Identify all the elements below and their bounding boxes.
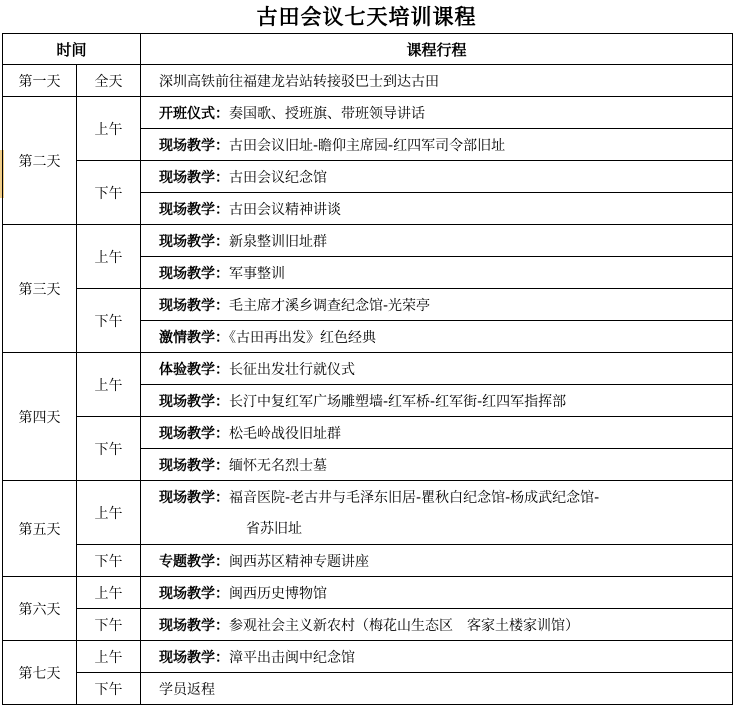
table-row: [3, 481, 733, 513]
item-text: 缅怀无名烈士墓: [229, 457, 327, 474]
table-row: [3, 641, 733, 673]
item-text: 深圳高铁前往福建龙岩站转接驳巴士到达古田: [159, 73, 439, 90]
day-label: 第七天: [3, 641, 77, 705]
item-label: 现场教学：: [159, 297, 229, 314]
schedule-item-continuation: [141, 513, 733, 545]
table-row: [3, 289, 733, 321]
item-label: 现场教学：: [159, 233, 229, 250]
item-text: 军事整训: [229, 265, 285, 282]
table-row: [3, 417, 733, 449]
item-label: 现场教学：: [159, 457, 229, 474]
item-text: 参观社会主义新农村（梅花山生态区 客家土楼家训馆）: [229, 617, 579, 634]
item-text: 闽西历史博物馆: [229, 585, 327, 602]
table-row: [3, 353, 733, 385]
period-label: 下午: [77, 289, 141, 353]
schedule-item: [141, 545, 733, 577]
item-label: 现场教学：: [159, 169, 229, 186]
table-row: [3, 97, 733, 129]
schedule-item: [141, 321, 733, 353]
period-label: 上午: [77, 97, 141, 161]
item-text: 古田会议旧址-瞻仰主席园-红四军司令部旧址: [229, 137, 506, 154]
period-label: 上午: [77, 353, 141, 417]
item-text: 松毛岭战役旧址群: [229, 425, 341, 442]
item-label: 现场教学：: [159, 137, 229, 154]
schedule-item: [141, 65, 733, 97]
day-label: 第二天: [3, 97, 77, 225]
table-row: [3, 161, 733, 193]
period-label: 全天: [77, 65, 141, 97]
schedule-table: [2, 33, 733, 705]
item-text: 福音医院-老古井与毛泽东旧居-瞿秋白纪念馆-杨成武纪念馆-: [229, 489, 600, 506]
schedule-item: [141, 193, 733, 225]
table-row: [3, 545, 733, 577]
item-label: 现场教学：: [159, 585, 229, 602]
schedule-item: [141, 673, 733, 705]
item-text: 奏国歌、授班旗、带班领导讲话: [229, 105, 425, 122]
header-row: [3, 34, 733, 65]
item-label: 体验教学：: [159, 361, 229, 378]
table-row: [3, 609, 733, 641]
period-label: 下午: [77, 417, 141, 481]
item-label: 现场教学：: [159, 393, 229, 410]
schedule-item: [141, 641, 733, 673]
item-text: 毛主席才溪乡调查纪念馆-光荣亭: [229, 297, 431, 314]
item-text: 省苏旧址: [246, 521, 302, 538]
day-label: 第一天: [3, 65, 77, 97]
schedule-item: [141, 609, 733, 641]
schedule-item: [141, 481, 733, 513]
schedule-item: [141, 417, 733, 449]
schedule-item: [141, 225, 733, 257]
schedule-item: [141, 289, 733, 321]
item-label: 激情教学：: [159, 329, 229, 346]
period-label: 上午: [77, 641, 141, 673]
schedule-item: [141, 97, 733, 129]
day-label: 第三天: [3, 225, 77, 353]
item-text: 闽西苏区精神专题讲座: [229, 553, 369, 570]
period-label: 下午: [77, 545, 141, 577]
table-row: [3, 65, 733, 97]
period-label: 下午: [77, 161, 141, 225]
item-label: 现场教学：: [159, 489, 229, 506]
schedule-item: [141, 161, 733, 193]
table-row: [3, 225, 733, 257]
item-text: 长征出发壮行就仪式: [229, 361, 355, 378]
schedule-item: [141, 257, 733, 289]
period-label: 上午: [77, 481, 141, 545]
item-text: 古田会议精神讲谈: [229, 201, 341, 218]
day-label: 第五天: [3, 481, 77, 577]
item-text: 新泉整训旧址群: [229, 233, 327, 250]
item-text: 漳平出击闽中纪念馆: [229, 649, 355, 666]
item-label: 现场教学：: [159, 425, 229, 442]
item-text: 《古田再出发》红色经典: [229, 329, 376, 346]
header-time: 时间: [3, 34, 141, 65]
item-label: 专题教学：: [159, 553, 229, 570]
period-label: 下午: [77, 609, 141, 641]
schedule-item: [141, 129, 733, 161]
item-label: 现场教学：: [159, 201, 229, 218]
period-label: 上午: [77, 577, 141, 609]
item-label: 现场教学：: [159, 617, 229, 634]
table-row: [3, 577, 733, 609]
table-row: [3, 673, 733, 705]
period-label: 上午: [77, 225, 141, 289]
item-label: 开班仪式：: [159, 105, 229, 122]
item-label: 现场教学：: [159, 265, 229, 282]
item-text: 长汀中复红军广场雕塑墙-红军桥-红军街-红四军指挥部: [229, 393, 567, 410]
page-title: 古田会议七天培训课程: [256, 5, 477, 29]
schedule-item: [141, 353, 733, 385]
item-text: 古田会议纪念馆: [229, 169, 327, 186]
day-label: 第四天: [3, 353, 77, 481]
item-text: 学员返程: [159, 681, 215, 698]
schedule-item: [141, 385, 733, 417]
schedule-item: [141, 449, 733, 481]
period-label: 下午: [77, 673, 141, 705]
header-schedule: 课程行程: [141, 34, 733, 65]
item-label: 现场教学：: [159, 649, 229, 666]
schedule-item: [141, 577, 733, 609]
day-label: 第六天: [3, 577, 77, 641]
